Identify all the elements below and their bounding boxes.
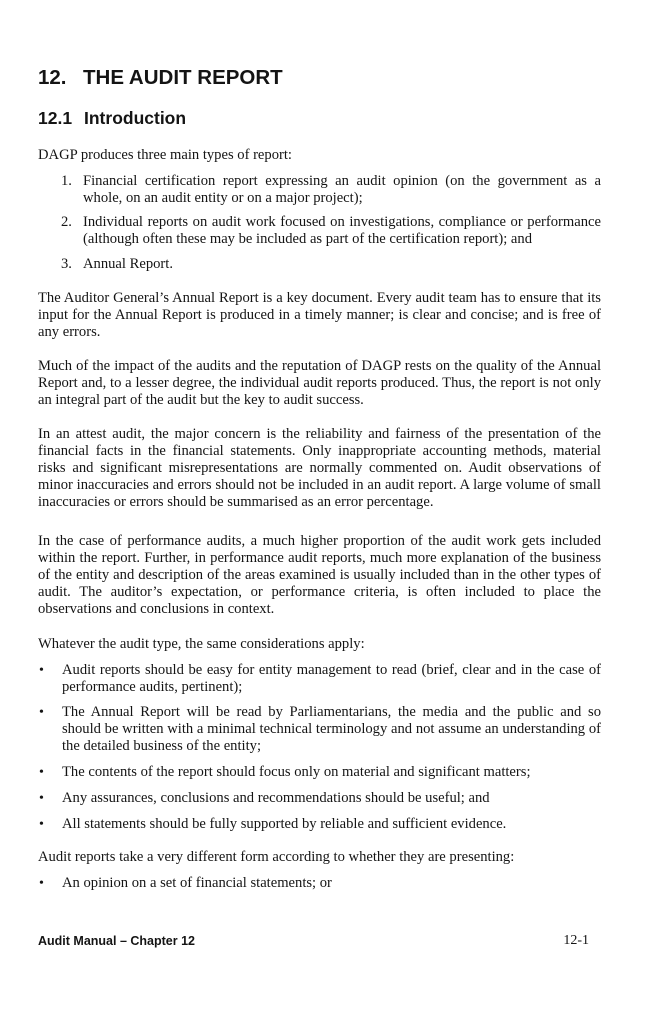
chapter-heading [38, 66, 283, 90]
list-item-text: Any assurances, conclusions and recommendations should be useful; and [62, 790, 490, 806]
list-item-text: Individual reports on audit work focused on investigations, compliance or performance (although often these may be included as part of the certification report); and [83, 214, 601, 247]
paragraph-attest-audit: In an attest audit, the major concern is the reliability and fairness of the presentation of the financial facts in the financial statements. Only inappropriate accounting methods, material risks and significant misrepresentations are normally commented on. Audit observations of minor inaccuracies and errors should not be included in an audit report. A large volume of small inaccuracies or errors should be summarised as an error percentage. [38, 426, 601, 510]
paragraph-impact: Much of the impact of the audits and the reputation of DAGP rests on the quality of the Annual Report and, to a lesser degree, the individual audit reports produced. Thus, the report is not only an integral part of the audit but the key to audit success. [38, 358, 601, 408]
page-number: 12-1 [563, 933, 589, 948]
list-number: 3. [61, 256, 72, 272]
list-item-text: The contents of the report should focus only on material and significant matters; [62, 764, 531, 780]
paragraph-annual-report: The Auditor General’s Annual Report is a key document. Every audit team has to ensure that its input for the Annual Report is produced in a timely manner; is clear and concise; and is free of any errors. [38, 290, 601, 340]
list-item-text: Annual Report. [83, 256, 173, 272]
bullet-icon: • [39, 705, 44, 720]
section-heading [38, 108, 186, 129]
bullet-icon: • [39, 663, 44, 678]
bullet-icon: • [39, 876, 44, 891]
list-item-text: All statements should be fully supported by reliable and sufficient evidence. [62, 816, 507, 832]
section-title: Introduction [84, 108, 187, 128]
bullet-icon: • [39, 817, 44, 832]
bullet-icon: • [39, 791, 44, 806]
list-item-text: The Annual Report will be read by Parliamentarians, the media and the public and so should be written with a minimal technical terminology and not assume an understanding of the detailed business of the entity; [62, 704, 601, 754]
list-item-text: Financial certification report expressing an audit opinion (on the government as a whole, on an audit entity or on a major project); [83, 173, 601, 206]
footer-manual-title: Audit Manual – Chapter 12 [38, 934, 195, 948]
paragraph-considerations-intro: Whatever the audit type, the same considerations apply: [38, 636, 365, 652]
intro-paragraph: DAGP produces three main types of report: [38, 147, 292, 163]
list-item-text: Audit reports should be easy for entity management to read (brief, clear and in the case of performance audits, pertinent); [62, 662, 601, 695]
list-item-text: An opinion on a set of financial statements; or [62, 875, 332, 891]
section-number: 12.1 [38, 108, 73, 128]
bullet-icon: • [39, 765, 44, 780]
paragraph-performance-audit: In the case of performance audits, a much higher proportion of the audit work gets included within the report. Further, in performance audit reports, much more explanation of the business of the entity and description of the areas examined is usually included than in the other types of audit. The auditor’s expectation, or performance criteria, is often included to place the observations and conclusions in context. [38, 533, 601, 617]
list-number: 2. [61, 214, 72, 230]
chapter-title: THE AUDIT REPORT [83, 66, 283, 89]
chapter-number: 12. [38, 66, 67, 89]
paragraph-forms-intro: Audit reports take a very different form according to whether they are presenting: [38, 849, 515, 865]
list-number: 1. [61, 173, 72, 189]
